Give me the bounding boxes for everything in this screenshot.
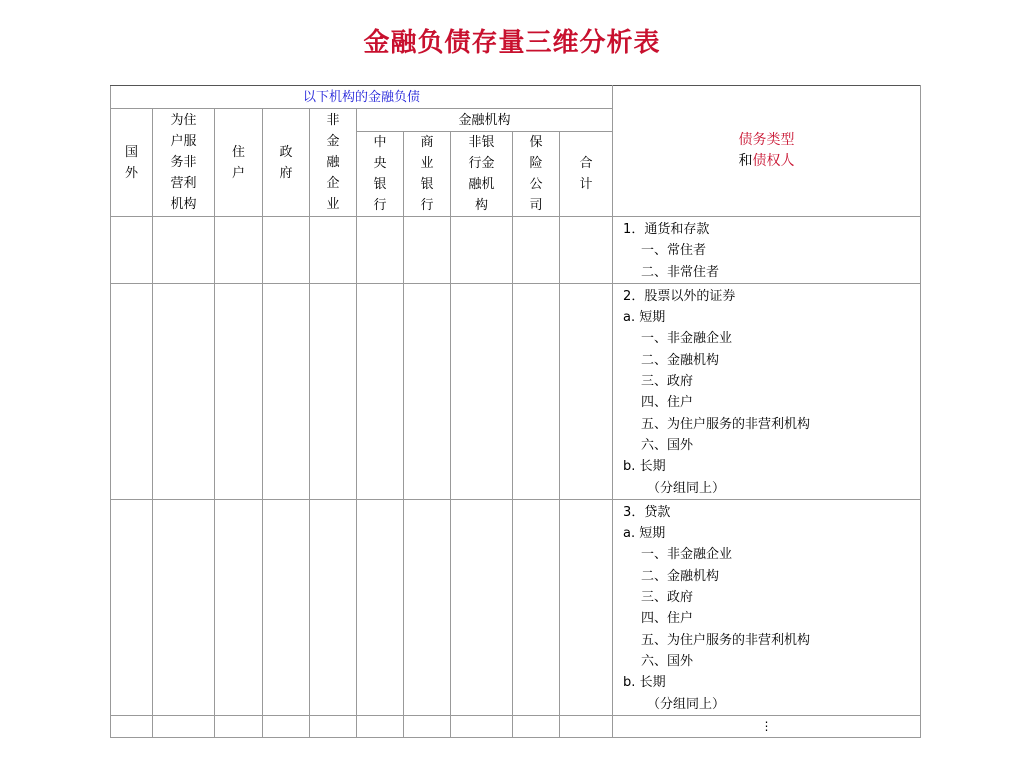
continuation-dots: ⋮ — [613, 715, 921, 737]
value-cell — [310, 283, 357, 499]
debt-type-label: 债务类型 — [738, 132, 795, 148]
debt-type-line: 三、政府 — [641, 374, 694, 390]
col-commercial-bank — [404, 132, 451, 217]
col-header-line: 务非 — [170, 155, 197, 170]
col-header-line: 政 — [279, 144, 293, 160]
section-row — [111, 283, 921, 499]
value-cell — [215, 499, 263, 715]
col-header-line: 行金 — [468, 156, 495, 171]
col-nonfinancial-corp — [310, 109, 357, 217]
value-cell — [263, 499, 310, 715]
debt-type-line: 六、国外 — [641, 653, 694, 669]
value-cell — [215, 283, 263, 499]
col-header-line: 机构 — [170, 197, 197, 212]
debt-type-line: 二、金融机构 — [641, 568, 720, 584]
value-cell — [404, 715, 451, 737]
debt-type-cell — [613, 283, 921, 499]
col-header-line: 非银 — [468, 135, 495, 150]
value-cell — [111, 283, 153, 499]
col-header-line: 司 — [529, 198, 543, 213]
value-cell — [513, 217, 560, 284]
debt-type-line: 一、非金融企业 — [641, 547, 733, 563]
value-cell — [451, 217, 513, 284]
col-header-line: 商 — [420, 135, 434, 150]
value-cell — [357, 715, 404, 737]
value-cell — [111, 499, 153, 715]
value-cell — [215, 217, 263, 284]
col-header-line: 银 — [420, 177, 434, 192]
col-header-line: 户 — [231, 165, 245, 181]
debt-type-line: 一、常住者 — [641, 243, 707, 259]
value-cell — [153, 283, 215, 499]
col-header-line: 融机 — [468, 177, 495, 192]
col-header-line: 行 — [420, 198, 434, 213]
debt-type-line: 1．通货和存款 — [623, 222, 710, 237]
value-cell — [404, 499, 451, 715]
debt-type-line: a. 短期 — [623, 310, 666, 326]
value-cell — [310, 499, 357, 715]
col-header-line: 国 — [124, 144, 138, 160]
value-cell — [560, 283, 613, 499]
debt-type-line: 三、政府 — [641, 590, 694, 606]
col-government — [263, 109, 310, 217]
debt-type-line: 3．贷款 — [623, 504, 671, 520]
col-foreign — [111, 109, 153, 217]
institution-liabilities-header: 以下机构的金融负债 — [111, 86, 613, 109]
debt-type-line: （分组同上） — [647, 696, 726, 712]
debt-type-line: 五、为住户服务的非营利机构 — [641, 416, 811, 432]
value-cell — [451, 715, 513, 737]
col-header-line: 为住 — [170, 113, 197, 128]
value-cell — [560, 499, 613, 715]
debt-type-line: 一、非金融企业 — [641, 331, 733, 347]
value-cell — [404, 283, 451, 499]
col-header-line: 融 — [326, 155, 340, 170]
financial-institutions-header: 金融机构 — [357, 109, 613, 132]
col-header-line: 行 — [373, 198, 387, 213]
col-header-line: 金 — [326, 134, 340, 149]
value-cell — [560, 217, 613, 284]
col-header-line: 业 — [326, 197, 340, 212]
creditor-label: 债权人 — [752, 153, 795, 169]
value-cell — [404, 217, 451, 284]
debt-type-line: （分组同上） — [647, 480, 726, 496]
col-header-line: 保 — [529, 135, 543, 150]
value-cell — [310, 715, 357, 737]
section-row — [111, 217, 921, 284]
col-header-line: 府 — [279, 165, 293, 181]
col-header-line: 公 — [529, 177, 543, 192]
debt-type-line: b. 长期 — [623, 459, 666, 475]
value-cell — [357, 499, 404, 715]
col-header-line: 非 — [326, 113, 340, 128]
debt-type-line: b. 长期 — [623, 675, 666, 691]
value-cell — [263, 715, 310, 737]
debt-type-line: 六、国外 — [641, 437, 694, 453]
value-cell — [310, 217, 357, 284]
col-header-line: 户服 — [170, 134, 197, 149]
value-cell — [357, 283, 404, 499]
col-header-line: 险 — [529, 156, 543, 171]
value-cell — [357, 217, 404, 284]
col-header-line: 构 — [474, 198, 488, 213]
page-title: 金融负债存量三维分析表 — [363, 28, 661, 58]
debt-type-cell — [613, 499, 921, 715]
debt-type-line: 四、住户 — [641, 611, 694, 627]
liability-table — [110, 85, 921, 738]
debt-type-line: 2．股票以外的证券 — [623, 288, 736, 304]
col-central-bank — [357, 132, 404, 217]
col-header-line: 合 — [579, 156, 593, 171]
value-cell — [111, 217, 153, 284]
debt-type-creditor-header — [613, 86, 921, 217]
value-cell — [513, 499, 560, 715]
section-row — [111, 499, 921, 715]
col-header-line: 营利 — [170, 176, 197, 191]
value-cell — [451, 499, 513, 715]
continuation-row — [111, 715, 921, 737]
col-nonbank-fin — [451, 132, 513, 217]
col-npish — [153, 109, 215, 217]
value-cell — [153, 499, 215, 715]
col-header-line: 中 — [373, 135, 387, 150]
col-header-line: 央 — [373, 156, 387, 171]
col-header-line: 企 — [326, 176, 340, 191]
value-cell — [153, 217, 215, 284]
debt-type-line: a. 短期 — [623, 526, 666, 542]
debt-type-cell — [613, 217, 921, 284]
value-cell — [153, 715, 215, 737]
col-header-line: 银 — [373, 177, 387, 192]
debt-type-line: 二、金融机构 — [641, 352, 720, 368]
value-cell — [263, 283, 310, 499]
col-header-line: 业 — [420, 156, 434, 171]
col-header-line: 住 — [231, 144, 245, 160]
debt-type-line: 四、住户 — [641, 395, 694, 411]
value-cell — [451, 283, 513, 499]
value-cell — [111, 715, 153, 737]
value-cell — [263, 217, 310, 284]
value-cell — [513, 715, 560, 737]
col-header-line: 外 — [124, 165, 138, 181]
and-label: 和 — [738, 153, 753, 169]
debt-type-line: 五、为住户服务的非营利机构 — [641, 632, 811, 648]
value-cell — [215, 715, 263, 737]
debt-type-line: 二、非常住者 — [641, 264, 720, 280]
col-header-line: 计 — [579, 177, 593, 192]
col-insurance — [513, 132, 560, 217]
value-cell — [513, 283, 560, 499]
value-cell — [560, 715, 613, 737]
col-households — [215, 109, 263, 217]
col-total — [560, 132, 613, 217]
